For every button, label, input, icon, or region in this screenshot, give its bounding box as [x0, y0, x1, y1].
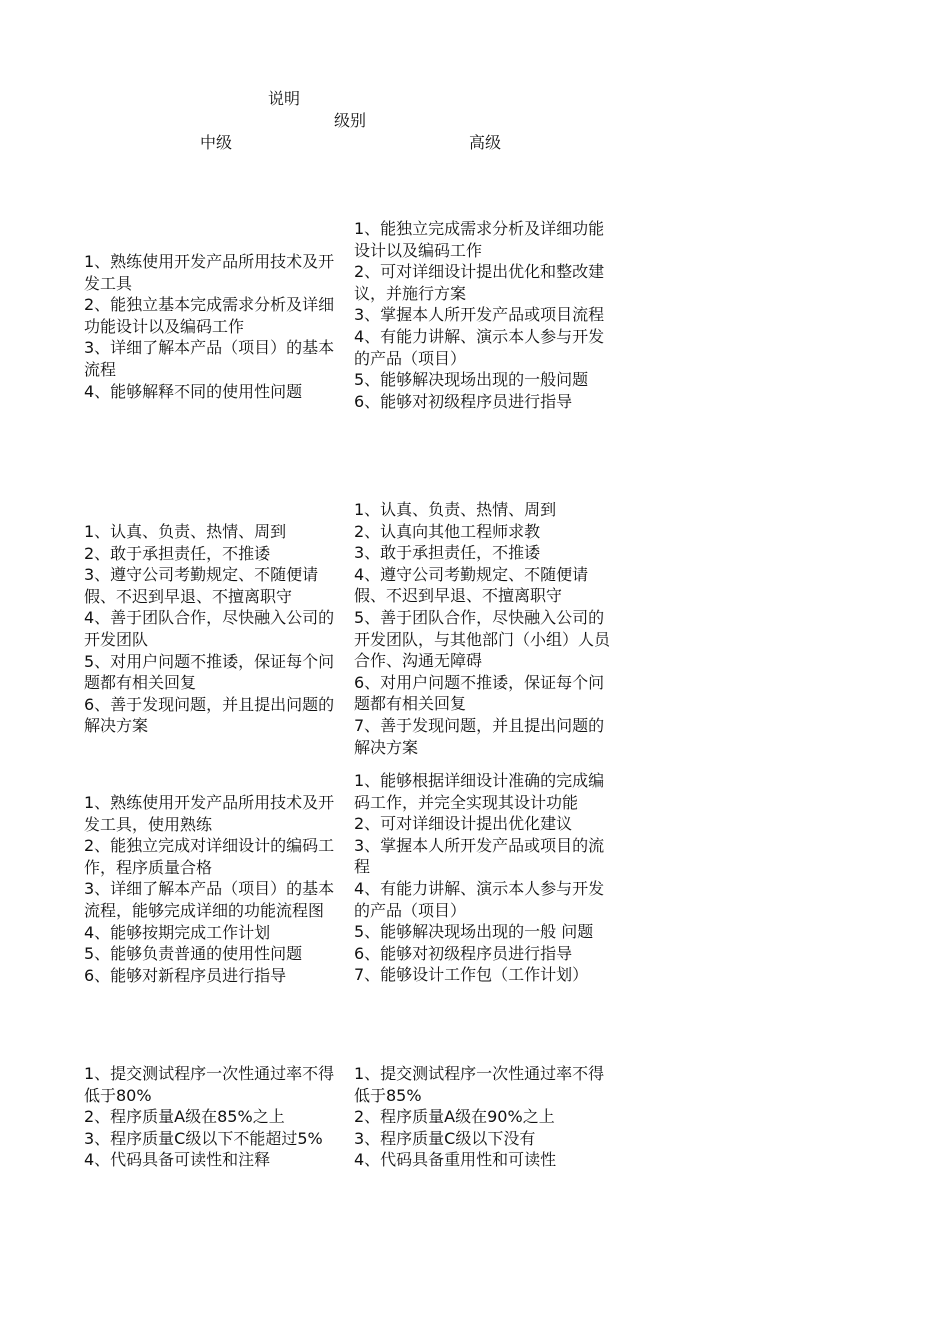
row-4-senior-cell	[354, 1063, 612, 1171]
list-item: 2、能独立完成对详细设计的编码工作，程序质量合格	[84, 836, 335, 877]
list-item: 6、对用户问题不推诿，保证每个问题都有相关回复	[354, 672, 605, 714]
list-item: 3、遵守公司考勤规定、不随便请假、不迟到早退、不擅离职守	[84, 565, 319, 606]
list-item: 3、程序质量C级以下没有	[354, 1128, 536, 1148]
list-item: 5、能够解决现场出现的一般问题	[354, 370, 589, 390]
list-item: 4、能够按期完成工作计划	[84, 922, 271, 942]
list-item: 6、能够对初级程序员进行指导	[354, 943, 573, 963]
row-4-intermediate-cell	[84, 1063, 342, 1171]
list-item: 7、善于发现问题，并且提出问题的解决方案	[354, 715, 605, 757]
row-3-senior-cell	[354, 770, 612, 986]
list-item: 2、程序质量A级在85%之上	[84, 1107, 285, 1127]
list-item: 5、对用户问题不推诿，保证每个问题都有相关回复	[84, 651, 335, 693]
list-item: 1、提交测试程序一次性通过率不得低于85%	[354, 1064, 605, 1105]
row-1-intermediate-cell	[84, 251, 342, 402]
list-item: 2、可对详细设计提出优化和整改建议，并施行方案	[354, 262, 605, 303]
row-2-intermediate-cell	[84, 521, 342, 737]
list-item: 3、详细了解本产品（项目）的基本流程，能够完成详细的功能流程图	[84, 879, 335, 920]
row-3-intermediate-cell	[84, 792, 342, 986]
list-item: 1、熟练使用开发产品所用技术及开发工具，使用熟练	[84, 793, 335, 834]
list-item: 3、掌握本人所开发产品或项目流程	[354, 305, 605, 325]
row-2-senior-cell	[354, 499, 612, 758]
list-item: 3、详细了解本产品（项目）的基本流程	[84, 338, 335, 379]
header-senior: 高级	[469, 133, 502, 152]
list-item: 4、有能力讲解、演示本人参与开发的产品（项目）	[354, 878, 605, 920]
list-item: 1、能够根据详细设计准确的完成编码工作，并完全实现其设计功能	[354, 771, 605, 812]
header-level: 级别	[334, 111, 367, 130]
list-item: 5、能够解决现场出现的一般 问题	[354, 922, 594, 942]
list-item: 3、程序质量C级以下不能超过5%	[84, 1128, 323, 1148]
list-item: 7、能够设计工作包（工作计划）	[354, 965, 589, 985]
list-item: 4、代码具备可读性和注释	[84, 1150, 271, 1170]
list-item: 3、敢于承担责任，不推诿	[354, 543, 541, 563]
list-item: 1、认真、负责、热情、周到	[84, 522, 287, 541]
list-item: 4、善于团队合作，尽快融入公司的开发团队	[84, 608, 335, 649]
list-item: 6、能够对新程序员进行指导	[84, 965, 287, 985]
list-item: 2、敢于承担责任，不推诿	[84, 543, 271, 563]
list-item: 2、认真向其他工程师求教	[354, 521, 541, 541]
header-intermediate: 中级	[200, 133, 233, 152]
header-description: 说明	[268, 89, 301, 108]
list-item: 4、遵守公司考勤规定、不随便请假、不迟到早退、不擅离职守	[354, 564, 589, 606]
list-item: 2、能独立基本完成需求分析及详细功能设计以及编码工作	[84, 295, 335, 336]
list-item: 1、认真、负责、热情、周到	[354, 500, 557, 519]
list-item: 4、代码具备重用性和可读性	[354, 1150, 557, 1170]
list-item: 2、可对详细设计提出优化建议	[354, 814, 573, 834]
list-item: 3、掌握本人所开发产品或项目的流程	[354, 835, 605, 877]
list-item: 4、能够解释不同的使用性问题	[84, 381, 303, 401]
list-item: 5、能够负责普通的使用性问题	[84, 944, 303, 964]
list-item: 4、有能力讲解、演示本人参与开发的产品（项目）	[354, 326, 605, 368]
list-item: 6、能够对初级程序员进行指导	[354, 391, 573, 411]
row-1-senior-cell	[354, 218, 612, 412]
list-item: 1、提交测试程序一次性通过率不得低于80%	[84, 1064, 335, 1105]
list-item: 6、善于发现问题，并且提出问题的解决方案	[84, 694, 335, 736]
list-item: 1、能独立完成需求分析及详细功能设计以及编码工作	[354, 219, 605, 260]
list-item: 5、善于团队合作，尽快融入公司的开发团队，与其他部门（小组）人员合作、沟通无障碍	[354, 607, 611, 671]
list-item: 1、熟练使用开发产品所用技术及开发工具	[84, 252, 335, 293]
list-item: 2、程序质量A级在90%之上	[354, 1107, 555, 1127]
